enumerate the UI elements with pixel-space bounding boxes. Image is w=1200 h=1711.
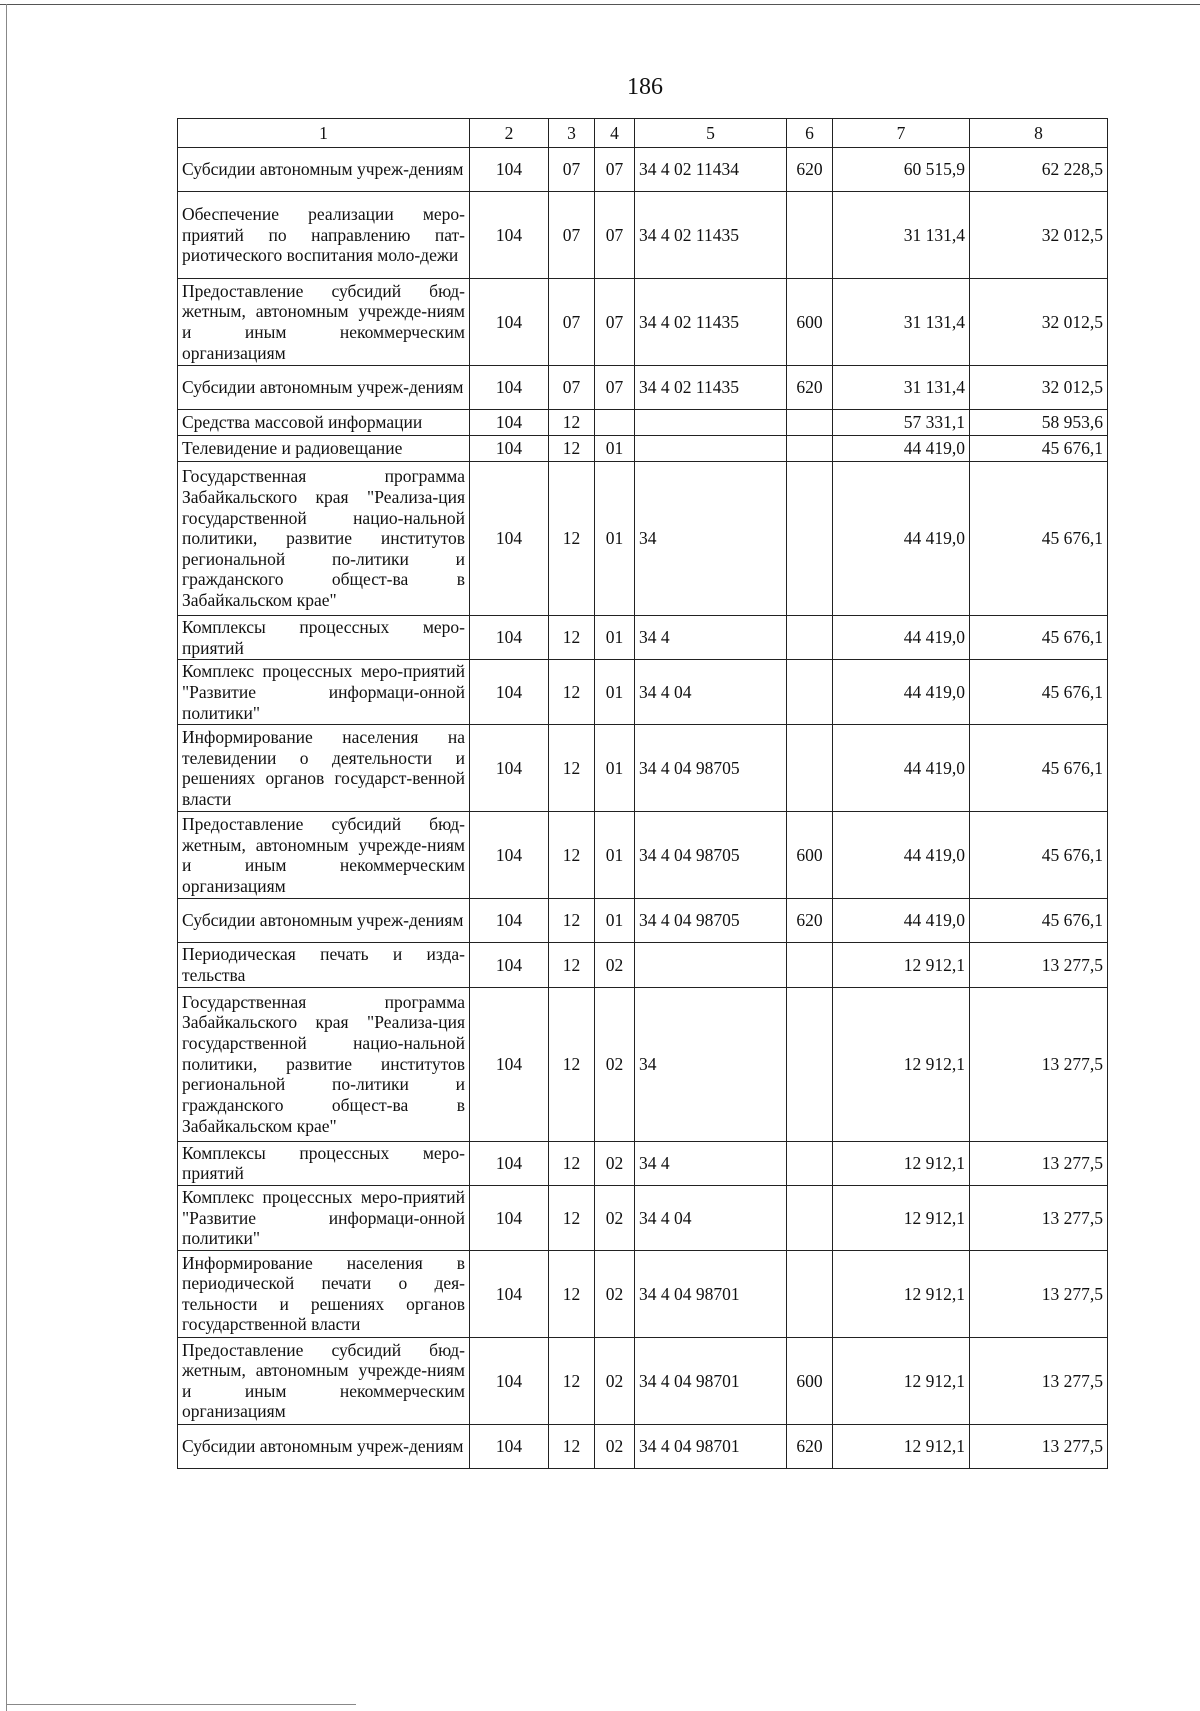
row-name-cell: Информирование населения на телевидении о деятельности и решениях органов государст-венной власти bbox=[178, 725, 470, 812]
row-name-cell: Обеспечение реализации меро-приятий по направлению пат-риотического воспитания моло-дежи bbox=[178, 192, 470, 279]
row-amount-year2-cell: 58 953,6 bbox=[970, 410, 1108, 436]
row-amount-year2-cell: 45 676,1 bbox=[970, 616, 1108, 660]
row-name-cell: Государственная программа Забайкальского края "Реализа-ция государственной нацио-нальной политики, развитие институтов региональной по-литики и гражданского общест-ва в Забайкальском крае" bbox=[178, 462, 470, 616]
row-target-article-cell bbox=[635, 436, 787, 462]
row-section-cell: 12 bbox=[549, 812, 595, 899]
table-row bbox=[178, 899, 1108, 943]
header-cell: 8 bbox=[970, 119, 1108, 148]
row-target-article-cell: 34 4 02 11435 bbox=[635, 279, 787, 366]
table-row bbox=[178, 192, 1108, 279]
row-amount-year2-cell: 45 676,1 bbox=[970, 725, 1108, 812]
table-row bbox=[178, 462, 1108, 616]
row-subsection-cell: 02 bbox=[595, 1424, 635, 1468]
row-code-cell: 104 bbox=[470, 1250, 549, 1337]
header-cell: 7 bbox=[833, 119, 970, 148]
row-name-cell: Комплексы процессных меро-приятий bbox=[178, 1141, 470, 1185]
row-name-cell: Субсидии автономным учреж-дениям bbox=[178, 899, 470, 943]
row-target-article-cell: 34 bbox=[635, 462, 787, 616]
row-code-cell: 104 bbox=[470, 462, 549, 616]
row-name-cell: Субсидии автономным учреж-дениям bbox=[178, 1424, 470, 1468]
row-expense-type-cell bbox=[787, 725, 833, 812]
row-expense-type-cell: 620 bbox=[787, 148, 833, 192]
row-amount-year1-cell: 12 912,1 bbox=[833, 1337, 970, 1424]
row-amount-year2-cell: 13 277,5 bbox=[970, 943, 1108, 987]
row-code-cell: 104 bbox=[470, 192, 549, 279]
row-name-cell: Предоставление субсидий бюд-жетным, автономным учрежде-ниям и иным некоммерческим организациям bbox=[178, 1337, 470, 1424]
row-section-cell: 12 bbox=[549, 462, 595, 616]
table-body bbox=[178, 148, 1108, 1469]
table-row bbox=[178, 410, 1108, 436]
row-target-article-cell: 34 4 04 98701 bbox=[635, 1337, 787, 1424]
row-code-cell: 104 bbox=[470, 1185, 549, 1250]
table-header-row bbox=[178, 119, 1108, 148]
row-section-cell: 12 bbox=[549, 943, 595, 987]
row-section-cell: 12 bbox=[549, 1337, 595, 1424]
row-section-cell: 12 bbox=[549, 660, 595, 725]
row-code-cell: 104 bbox=[470, 616, 549, 660]
row-section-cell: 12 bbox=[549, 436, 595, 462]
row-subsection-cell: 02 bbox=[595, 1337, 635, 1424]
header-cell: 4 bbox=[595, 119, 635, 148]
row-code-cell: 104 bbox=[470, 987, 549, 1141]
row-expense-type-cell: 600 bbox=[787, 812, 833, 899]
row-target-article-cell: 34 4 04 98701 bbox=[635, 1250, 787, 1337]
row-subsection-cell: 01 bbox=[595, 899, 635, 943]
row-section-cell: 07 bbox=[549, 366, 595, 410]
row-section-cell: 07 bbox=[549, 279, 595, 366]
row-amount-year1-cell: 44 419,0 bbox=[833, 725, 970, 812]
row-amount-year1-cell: 60 515,9 bbox=[833, 148, 970, 192]
row-amount-year2-cell: 13 277,5 bbox=[970, 1250, 1108, 1337]
row-amount-year2-cell: 13 277,5 bbox=[970, 987, 1108, 1141]
table-row bbox=[178, 725, 1108, 812]
row-amount-year1-cell: 12 912,1 bbox=[833, 1141, 970, 1185]
row-amount-year1-cell: 57 331,1 bbox=[833, 410, 970, 436]
row-amount-year1-cell: 12 912,1 bbox=[833, 1424, 970, 1468]
row-code-cell: 104 bbox=[470, 725, 549, 812]
row-code-cell: 104 bbox=[470, 812, 549, 899]
table-row bbox=[178, 616, 1108, 660]
row-amount-year2-cell: 13 277,5 bbox=[970, 1185, 1108, 1250]
table-row bbox=[178, 660, 1108, 725]
row-section-cell: 07 bbox=[549, 192, 595, 279]
row-section-cell: 12 bbox=[549, 1141, 595, 1185]
row-amount-year1-cell: 12 912,1 bbox=[833, 1250, 970, 1337]
table-row bbox=[178, 812, 1108, 899]
table-row bbox=[178, 436, 1108, 462]
row-amount-year1-cell: 12 912,1 bbox=[833, 943, 970, 987]
row-amount-year2-cell: 45 676,1 bbox=[970, 812, 1108, 899]
scan-edge-bottom bbox=[6, 1704, 356, 1705]
row-target-article-cell: 34 4 04 98701 bbox=[635, 1424, 787, 1468]
row-amount-year2-cell: 32 012,5 bbox=[970, 366, 1108, 410]
row-amount-year1-cell: 44 419,0 bbox=[833, 899, 970, 943]
row-expense-type-cell bbox=[787, 616, 833, 660]
row-name-cell: Предоставление субсидий бюд-жетным, автономным учрежде-ниям и иным некоммерческим организациям bbox=[178, 812, 470, 899]
table-row bbox=[178, 1250, 1108, 1337]
row-expense-type-cell: 620 bbox=[787, 1424, 833, 1468]
row-name-cell: Телевидение и радиовещание bbox=[178, 436, 470, 462]
row-subsection-cell: 01 bbox=[595, 462, 635, 616]
row-section-cell: 12 bbox=[549, 899, 595, 943]
row-amount-year2-cell: 45 676,1 bbox=[970, 462, 1108, 616]
row-name-cell: Комплексы процессных меро-приятий bbox=[178, 616, 470, 660]
row-code-cell: 104 bbox=[470, 660, 549, 725]
row-subsection-cell: 01 bbox=[595, 812, 635, 899]
row-code-cell: 104 bbox=[470, 1141, 549, 1185]
row-target-article-cell: 34 4 04 bbox=[635, 660, 787, 725]
row-target-article-cell: 34 4 04 98705 bbox=[635, 812, 787, 899]
row-amount-year2-cell: 13 277,5 bbox=[970, 1141, 1108, 1185]
row-code-cell: 104 bbox=[470, 148, 549, 192]
row-amount-year1-cell: 12 912,1 bbox=[833, 987, 970, 1141]
row-section-cell: 12 bbox=[549, 1185, 595, 1250]
row-code-cell: 104 bbox=[470, 366, 549, 410]
row-expense-type-cell: 600 bbox=[787, 279, 833, 366]
scan-edge-top bbox=[0, 4, 1200, 5]
row-target-article-cell: 34 4 02 11435 bbox=[635, 366, 787, 410]
row-name-cell: Периодическая печать и изда-тельства bbox=[178, 943, 470, 987]
row-amount-year2-cell: 45 676,1 bbox=[970, 436, 1108, 462]
row-code-cell: 104 bbox=[470, 410, 549, 436]
row-target-article-cell bbox=[635, 943, 787, 987]
row-target-article-cell: 34 4 bbox=[635, 1141, 787, 1185]
row-code-cell: 104 bbox=[470, 279, 549, 366]
row-amount-year2-cell: 13 277,5 bbox=[970, 1337, 1108, 1424]
row-expense-type-cell bbox=[787, 192, 833, 279]
row-expense-type-cell bbox=[787, 436, 833, 462]
row-section-cell: 12 bbox=[549, 410, 595, 436]
row-code-cell: 104 bbox=[470, 1424, 549, 1468]
table-row bbox=[178, 943, 1108, 987]
row-expense-type-cell bbox=[787, 943, 833, 987]
row-section-cell: 07 bbox=[549, 148, 595, 192]
budget-table bbox=[177, 118, 1108, 1469]
row-amount-year1-cell: 31 131,4 bbox=[833, 366, 970, 410]
table-row bbox=[178, 1337, 1108, 1424]
row-subsection-cell: 07 bbox=[595, 279, 635, 366]
row-amount-year1-cell: 44 419,0 bbox=[833, 812, 970, 899]
row-target-article-cell: 34 4 04 98705 bbox=[635, 899, 787, 943]
row-amount-year1-cell: 44 419,0 bbox=[833, 462, 970, 616]
row-expense-type-cell bbox=[787, 987, 833, 1141]
row-expense-type-cell bbox=[787, 1141, 833, 1185]
row-amount-year1-cell: 44 419,0 bbox=[833, 660, 970, 725]
row-name-cell: Комплекс процессных меро-приятий "Развитие информаци-онной политики" bbox=[178, 1185, 470, 1250]
row-subsection-cell: 07 bbox=[595, 366, 635, 410]
row-expense-type-cell bbox=[787, 1185, 833, 1250]
header-cell: 2 bbox=[470, 119, 549, 148]
row-section-cell: 12 bbox=[549, 616, 595, 660]
row-target-article-cell: 34 4 02 11435 bbox=[635, 192, 787, 279]
page-number: 186 bbox=[627, 74, 663, 100]
scan-edge-left bbox=[6, 4, 7, 1711]
row-subsection-cell: 01 bbox=[595, 660, 635, 725]
row-amount-year1-cell: 31 131,4 bbox=[833, 279, 970, 366]
row-expense-type-cell bbox=[787, 1250, 833, 1337]
row-amount-year2-cell: 32 012,5 bbox=[970, 279, 1108, 366]
row-subsection-cell: 07 bbox=[595, 148, 635, 192]
row-expense-type-cell: 600 bbox=[787, 1337, 833, 1424]
header-cell: 5 bbox=[635, 119, 787, 148]
row-expense-type-cell: 620 bbox=[787, 366, 833, 410]
row-expense-type-cell bbox=[787, 462, 833, 616]
row-subsection-cell: 07 bbox=[595, 192, 635, 279]
row-name-cell: Субсидии автономным учреж-дениям bbox=[178, 148, 470, 192]
row-amount-year1-cell: 12 912,1 bbox=[833, 1185, 970, 1250]
row-amount-year2-cell: 45 676,1 bbox=[970, 660, 1108, 725]
table-row bbox=[178, 1185, 1108, 1250]
row-code-cell: 104 bbox=[470, 943, 549, 987]
row-name-cell: Информирование населения в периодической печати о дея-тельности и решениях органов государственной власти bbox=[178, 1250, 470, 1337]
table-row bbox=[178, 1424, 1108, 1468]
table-row bbox=[178, 987, 1108, 1141]
table-row bbox=[178, 279, 1108, 366]
header-cell: 3 bbox=[549, 119, 595, 148]
row-amount-year1-cell: 31 131,4 bbox=[833, 192, 970, 279]
row-target-article-cell: 34 4 04 98705 bbox=[635, 725, 787, 812]
row-amount-year2-cell: 13 277,5 bbox=[970, 1424, 1108, 1468]
header-cell: 1 bbox=[178, 119, 470, 148]
row-subsection-cell: 01 bbox=[595, 725, 635, 812]
row-expense-type-cell bbox=[787, 660, 833, 725]
row-target-article-cell: 34 4 bbox=[635, 616, 787, 660]
row-name-cell: Субсидии автономным учреж-дениям bbox=[178, 366, 470, 410]
row-section-cell: 12 bbox=[549, 725, 595, 812]
row-subsection-cell: 02 bbox=[595, 1141, 635, 1185]
row-name-cell: Средства массовой информации bbox=[178, 410, 470, 436]
table-row bbox=[178, 366, 1108, 410]
row-name-cell: Предоставление субсидий бюд-жетным, автономным учрежде-ниям и иным некоммерческим организациям bbox=[178, 279, 470, 366]
header-cell: 6 bbox=[787, 119, 833, 148]
row-amount-year2-cell: 32 012,5 bbox=[970, 192, 1108, 279]
row-amount-year1-cell: 44 419,0 bbox=[833, 436, 970, 462]
row-subsection-cell: 01 bbox=[595, 616, 635, 660]
row-name-cell: Комплекс процессных меро-приятий "Развитие информаци-онной политики" bbox=[178, 660, 470, 725]
row-code-cell: 104 bbox=[470, 1337, 549, 1424]
row-target-article-cell bbox=[635, 410, 787, 436]
row-section-cell: 12 bbox=[549, 987, 595, 1141]
row-section-cell: 12 bbox=[549, 1424, 595, 1468]
row-subsection-cell bbox=[595, 410, 635, 436]
row-expense-type-cell bbox=[787, 410, 833, 436]
row-code-cell: 104 bbox=[470, 436, 549, 462]
row-subsection-cell: 02 bbox=[595, 1250, 635, 1337]
row-name-cell: Государственная программа Забайкальского края "Реализа-ция государственной нацио-нальной политики, развитие институтов региональной по-литики и гражданского общест-ва в Забайкальском крае" bbox=[178, 987, 470, 1141]
row-subsection-cell: 01 bbox=[595, 436, 635, 462]
table-row bbox=[178, 1141, 1108, 1185]
row-amount-year1-cell: 44 419,0 bbox=[833, 616, 970, 660]
row-subsection-cell: 02 bbox=[595, 943, 635, 987]
row-code-cell: 104 bbox=[470, 899, 549, 943]
row-section-cell: 12 bbox=[549, 1250, 595, 1337]
row-target-article-cell: 34 4 04 bbox=[635, 1185, 787, 1250]
row-subsection-cell: 02 bbox=[595, 1185, 635, 1250]
row-amount-year2-cell: 45 676,1 bbox=[970, 899, 1108, 943]
table-row bbox=[178, 148, 1108, 192]
row-amount-year2-cell: 62 228,5 bbox=[970, 148, 1108, 192]
row-expense-type-cell: 620 bbox=[787, 899, 833, 943]
row-target-article-cell: 34 bbox=[635, 987, 787, 1141]
row-subsection-cell: 02 bbox=[595, 987, 635, 1141]
row-target-article-cell: 34 4 02 11434 bbox=[635, 148, 787, 192]
